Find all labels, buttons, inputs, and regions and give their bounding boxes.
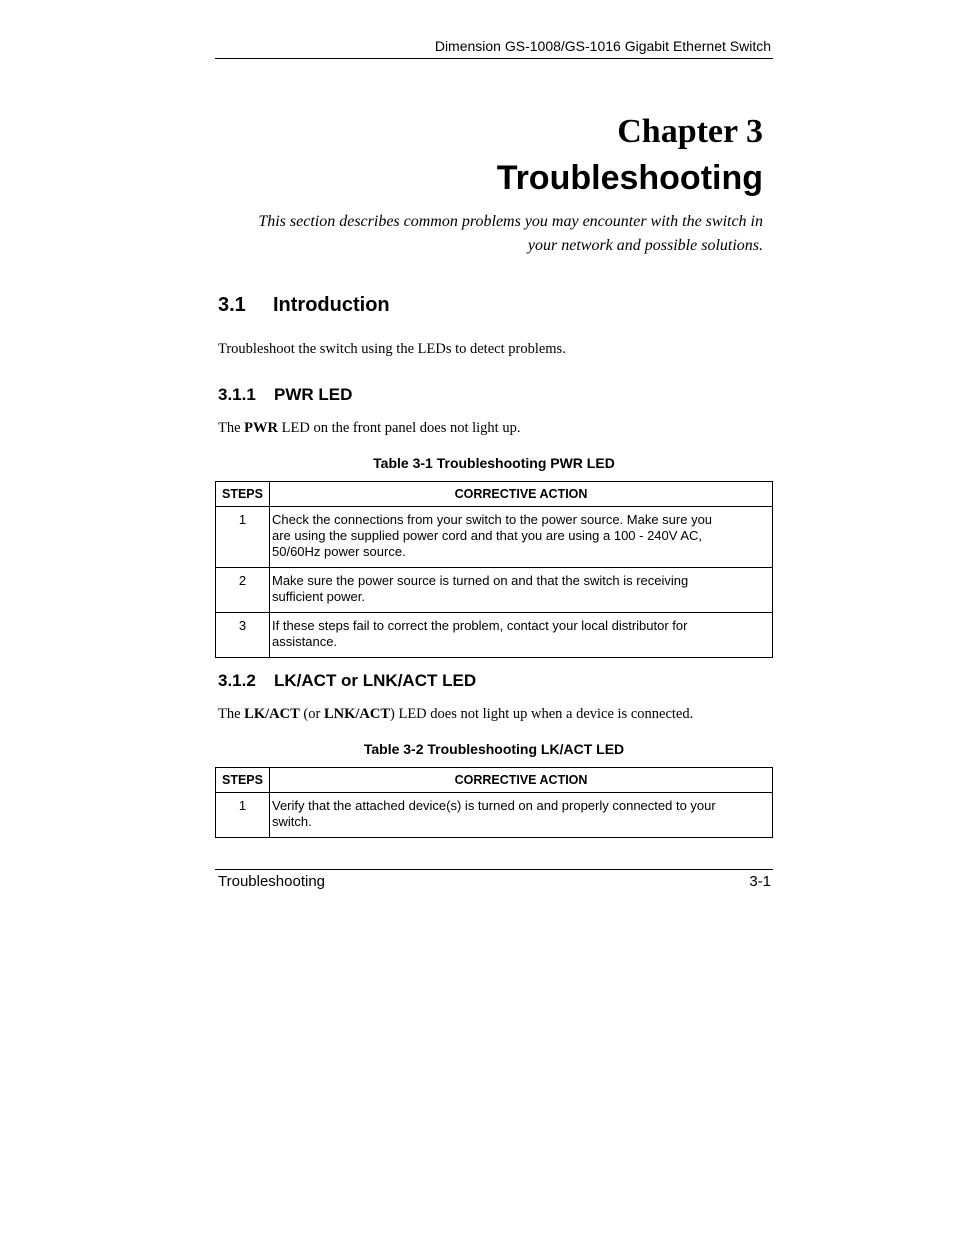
running-header [215, 37, 773, 59]
step-number: 1 [216, 793, 270, 838]
footer-page-number: 3-1 [749, 873, 771, 890]
bold-term: PWR [244, 420, 279, 436]
bold-term: LNK/ACT [323, 706, 391, 722]
table-caption-pwr: Table 3-1 Troubleshooting PWR LED [373, 455, 615, 471]
running-header-title: Dimension GS-1008/GS-1016 Gigabit Ethernet Switch [434, 38, 771, 54]
action-line: assistance. [272, 634, 338, 649]
introduction-paragraph: Troubleshoot the switch using the LEDs to detect problems. [218, 341, 566, 357]
running-footer [215, 869, 773, 890]
section-heading-introduction [218, 291, 390, 319]
footer-section-name: Troubleshooting [218, 873, 326, 890]
subsection-heading-lk-act-led [218, 669, 476, 693]
table-header-row [216, 768, 773, 793]
action-line: are using the supplied power cord and that you are using a 100 - 240V AC, [272, 528, 703, 543]
text-run: The [218, 706, 245, 722]
corrective-action [270, 568, 773, 613]
subsection-number: 3.1.2 [218, 671, 256, 690]
chapter-intro-line: This section describes common problems you may encounter with the switch in [258, 213, 763, 230]
pwr-led-paragraph [218, 418, 520, 438]
text-run: ) LED does not light up when a device is connected. [390, 706, 694, 722]
corrective-action [270, 507, 773, 568]
chapter-number: Chapter 3 [617, 113, 763, 150]
action-line: Verify that the attached device(s) is turned on and properly connected to your [272, 798, 716, 813]
subsection-title: LK/ACT or LNK/ACT LED [274, 671, 477, 690]
action-line: If these steps fail to correct the problem, contact your local distributor for [272, 618, 688, 633]
table-row [216, 507, 773, 568]
text-run: LED on the front panel does not light up. [278, 420, 521, 436]
action-line: sufficient power. [272, 589, 365, 604]
column-header-corrective-action: CORRECTIVE ACTION [270, 482, 773, 507]
subsection-title: PWR LED [274, 385, 353, 404]
action-line: Check the connections from your switch to the power source. Make sure you [272, 512, 713, 527]
table-row [216, 568, 773, 613]
column-header-steps: STEPS [216, 482, 270, 507]
step-number: 2 [216, 568, 270, 613]
corrective-action [270, 793, 773, 838]
lk-act-led-table [215, 767, 773, 838]
action-line: Make sure the power source is turned on and that the switch is receiving [272, 573, 689, 588]
lk-act-led-paragraph [218, 704, 693, 724]
table-header-row [216, 482, 773, 507]
subsection-number: 3.1.1 [218, 385, 256, 404]
chapter-intro [203, 210, 763, 258]
action-line: switch. [272, 814, 312, 829]
table-row [216, 613, 773, 658]
bold-term: LK/ACT [244, 706, 300, 722]
text-run: (or [299, 706, 324, 722]
section-number: 3.1 [218, 294, 246, 316]
column-header-steps: STEPS [216, 768, 270, 793]
table-row [216, 793, 773, 838]
subsection-heading-pwr-led [218, 383, 352, 407]
table-caption-lk-act: Table 3-2 Troubleshooting LK/ACT LED [363, 741, 625, 757]
column-header-corrective-action: CORRECTIVE ACTION [270, 768, 773, 793]
action-line: 50/60Hz power source. [272, 544, 406, 559]
text-run: The [218, 420, 245, 436]
section-title: Introduction [273, 294, 390, 316]
step-number: 1 [216, 507, 270, 568]
corrective-action [270, 613, 773, 658]
chapter-title: Troubleshooting [496, 159, 763, 197]
pwr-led-table [215, 481, 773, 658]
chapter-intro-line: your network and possible solutions. [527, 237, 763, 254]
step-number: 3 [216, 613, 270, 658]
